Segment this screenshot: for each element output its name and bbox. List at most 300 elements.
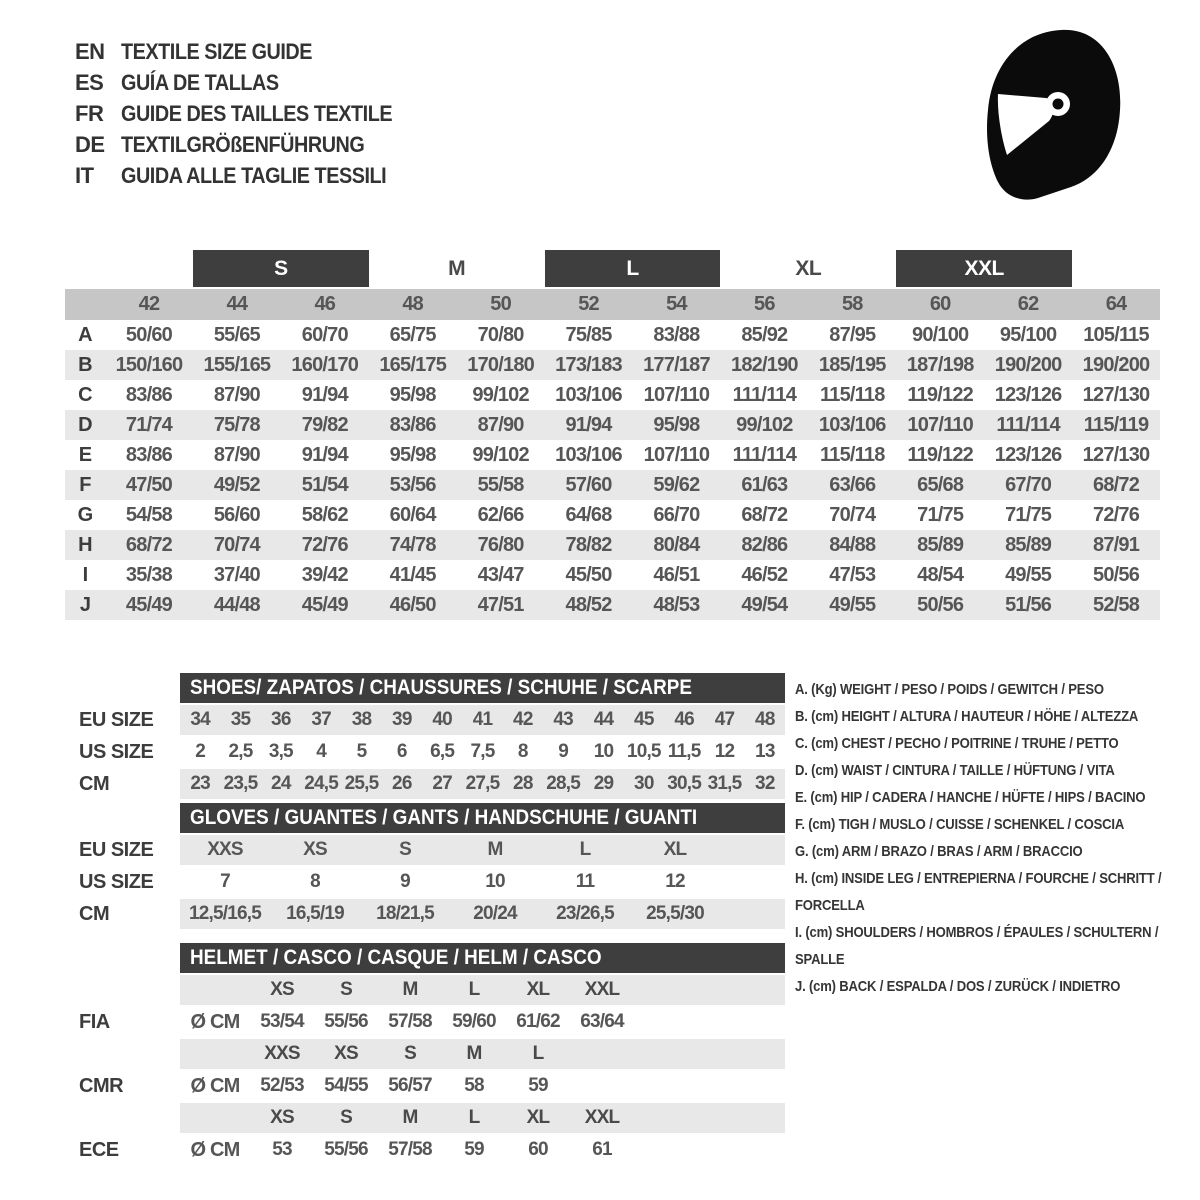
helmet-sizes-row-ece (65, 1103, 785, 1133)
value-cell: 20/24 (473, 903, 517, 924)
language-code: FR (75, 100, 104, 126)
value-cell: 6,5 (430, 741, 455, 762)
row-label-spacer (65, 975, 180, 1005)
helmet-value-cell: 57/58 (388, 1139, 432, 1160)
row-label: US SIZE (79, 740, 154, 763)
measure-cell: 50/60 (125, 323, 172, 346)
legend-item-text: J. (cm) BACK / ESPALDA / DOS / ZURÜCK / INDIETRO (795, 978, 1121, 995)
measure-cell: 58/62 (301, 503, 348, 526)
spacer-cell (180, 1039, 250, 1069)
row-letter: I (82, 563, 88, 586)
value-cell: 10 (485, 871, 505, 892)
measure-cell: 82/86 (741, 533, 788, 556)
measure-cell: 72/76 (1093, 503, 1140, 526)
value-cell: 13 (755, 741, 775, 762)
measure-cell: 60/70 (301, 323, 348, 346)
measure-cell: 35/38 (125, 563, 172, 586)
measure-cell: 91/94 (301, 383, 348, 406)
helmet-size-cell: L (532, 1043, 544, 1064)
helmet-size-cell: S (340, 1107, 352, 1128)
shoes-title-row (65, 673, 785, 703)
measure-cell: 95/98 (389, 443, 436, 466)
measure-cell: 187/198 (906, 353, 974, 376)
language-title: GUIDE DES TAILLES TEXTILE (121, 100, 393, 126)
row-letter: C (78, 383, 92, 406)
value-cell: 3,5 (268, 741, 293, 762)
helmet-sizes-row-cmr (65, 1039, 785, 1069)
measure-cell: 65/68 (917, 473, 964, 496)
row-cells (180, 835, 785, 865)
measure-cell: 68/72 (741, 503, 788, 526)
value-cell: 30 (634, 773, 654, 794)
measure-row-j (65, 590, 1160, 620)
row-band (180, 899, 785, 929)
value-cell: 2,5 (228, 741, 253, 762)
value-cell: 9 (558, 741, 569, 762)
measure-row-i (65, 560, 1160, 590)
size-column-header: 64 (1105, 293, 1127, 315)
shoes-title-band (180, 673, 785, 703)
textile-size-table (65, 250, 1160, 620)
measure-cell: 119/122 (907, 383, 973, 406)
row-letter: F (79, 473, 91, 496)
value-cell: 28 (513, 773, 533, 794)
size-group-xxl: XXL (896, 250, 1072, 287)
measure-cell: 91/94 (301, 443, 348, 466)
row-band (180, 769, 785, 799)
gloves-rows (65, 835, 785, 929)
measure-cell: 47/53 (829, 563, 876, 586)
row-letter: D (78, 413, 92, 436)
measure-cell: 99/102 (472, 443, 529, 466)
value-cell: 37 (311, 709, 331, 730)
legend-item-text: G. (cm) ARM / BRAZO / BRAS / ARM / BRACCIO (795, 843, 1083, 860)
row-cells (180, 1039, 785, 1069)
value-cell: 10,5 (626, 741, 661, 762)
measure-cell: 49/55 (829, 593, 876, 616)
row-cells (180, 737, 785, 767)
measure-cell: 99/102 (472, 383, 529, 406)
shoes-title: SHOES/ ZAPATOS / CHAUSSURES / SCHUHE / SCARPE (190, 676, 692, 699)
value-cell: 35 (230, 709, 251, 730)
measure-cell: 44/48 (213, 593, 260, 616)
measure-cell: 84/88 (829, 533, 876, 556)
value-cell: 5 (356, 741, 367, 762)
value-cell: 26 (392, 773, 412, 794)
racing-helmet-icon (976, 24, 1126, 204)
value-cell: 45 (634, 709, 654, 730)
value-cell: 47 (714, 709, 735, 730)
value-cell: 9 (400, 871, 410, 892)
value-cell: 29 (593, 773, 614, 794)
measure-cell: 59/62 (653, 473, 700, 496)
helmet-value-cell: 55/56 (324, 1011, 368, 1032)
measure-cell: 103/106 (555, 383, 622, 406)
measure-cell: 103/106 (555, 443, 622, 466)
value-cell: 11,5 (667, 741, 701, 762)
value-cell: 38 (351, 709, 372, 730)
helmet-size-cell: M (466, 1043, 482, 1064)
value-cell: 7 (220, 871, 230, 892)
helmet-sizes-band (180, 1103, 785, 1133)
measure-cell: 70/74 (213, 533, 260, 556)
row-cells (180, 769, 785, 799)
row-label-spacer (65, 1039, 180, 1069)
measure-row-e (65, 440, 1160, 470)
measure-cell: 48/54 (917, 563, 964, 586)
shoes-title-spacer (65, 673, 180, 703)
value-cell: 30,5 (667, 773, 702, 794)
measure-row-c (65, 380, 1160, 410)
shoes-section (65, 673, 785, 801)
language-title: GUÍA DE TALLAS (121, 69, 279, 95)
measure-cell: 75/78 (213, 413, 260, 436)
row-band (180, 835, 785, 865)
size-group-xl: XL (795, 256, 822, 280)
row-letter: B (78, 353, 92, 376)
language-row (75, 98, 422, 129)
measure-cell: 49/55 (1005, 563, 1052, 586)
value-cell: M (487, 839, 503, 860)
row-cells (180, 1071, 785, 1101)
legend-item (795, 919, 1200, 973)
measure-cell: 165/175 (379, 353, 447, 376)
helmet-value-cell: 53/54 (260, 1011, 304, 1032)
row-cells (180, 705, 785, 735)
row-cells (180, 899, 785, 929)
measure-cell: 115/118 (820, 383, 885, 406)
measure-cell: 49/54 (741, 593, 788, 616)
legend-item (795, 703, 1200, 730)
standard-label: CMR (79, 1074, 124, 1097)
measure-cell: 105/115 (1083, 323, 1149, 346)
measure-cell: 61/63 (741, 473, 788, 496)
measurement-legend (795, 676, 1200, 1000)
measure-cell: 45/50 (565, 563, 612, 586)
value-cell: 39 (392, 709, 412, 730)
spacer-cell (180, 1103, 250, 1133)
helmet-size-cell: M (402, 979, 418, 1000)
standard-label: ECE (79, 1138, 119, 1161)
diameter-unit-cell: Ø CM (190, 1010, 240, 1033)
helmet-values-row-fia (65, 1007, 785, 1037)
helmet-value-cell: 61/62 (516, 1011, 560, 1032)
size-row-us-size (65, 737, 785, 767)
value-cell: 18/21,5 (376, 903, 434, 924)
helmet-section (65, 943, 785, 1167)
value-cell: 12 (714, 741, 735, 762)
value-cell: 36 (271, 709, 291, 730)
measure-cell: 78/82 (565, 533, 612, 556)
helmet-size-cell (570, 1039, 634, 1069)
measure-cell: 51/54 (301, 473, 348, 496)
row-label: EU SIZE (79, 838, 154, 861)
measure-cell: 56/60 (213, 503, 260, 526)
helmet-values-row-ece (65, 1135, 785, 1165)
spacer-cell (180, 975, 250, 1005)
size-column-header: 56 (754, 293, 775, 315)
value-cell: 6 (396, 741, 407, 762)
measure-cell: 107/110 (643, 443, 710, 466)
helmet-value-cell (570, 1071, 634, 1101)
measure-cell: 63/66 (829, 473, 876, 496)
measure-cell: 107/110 (907, 413, 973, 436)
measure-cell: 54/58 (125, 503, 172, 526)
measure-cell: 71/74 (125, 413, 172, 436)
measure-cell: 45/49 (125, 593, 172, 616)
value-cell: 31,5 (707, 773, 742, 794)
measure-cell: 39/42 (301, 563, 348, 586)
measure-cell: 51/56 (1005, 593, 1052, 616)
helmet-rows (65, 975, 785, 1165)
helmet-title-row (65, 943, 785, 973)
size-column-header: 58 (841, 293, 863, 315)
value-cell: 2 (195, 741, 206, 762)
size-column-header: 46 (314, 293, 336, 315)
gloves-title: GLOVES / GUANTES / GANTS / HANDSCHUHE / GUANTI (190, 806, 698, 829)
measure-row-d (65, 410, 1160, 440)
diameter-unit-cell: Ø CM (190, 1138, 240, 1161)
measure-cell: 62/66 (477, 503, 524, 526)
measure-cell: 111/114 (732, 443, 797, 466)
measure-cell: 111/114 (732, 383, 797, 406)
measure-cell: 65/75 (389, 323, 436, 346)
language-code: IT (75, 162, 94, 188)
measure-cell: 115/119 (1083, 413, 1149, 436)
measure-cell: 83/88 (653, 323, 700, 346)
row-cells (180, 867, 785, 897)
language-title: TEXTILE SIZE GUIDE (121, 38, 313, 64)
measure-cell: 71/75 (1005, 503, 1052, 526)
helmet-size-cell: XXS (264, 1043, 300, 1064)
value-cell: S (399, 839, 411, 860)
size-column-header: 48 (402, 293, 424, 315)
row-cells (180, 975, 785, 1005)
measure-cell: 87/90 (213, 443, 260, 466)
size-column-header: 44 (226, 293, 248, 315)
helmet-values-band (180, 1007, 785, 1037)
value-cell: 12 (665, 871, 685, 892)
measure-cell: 68/72 (125, 533, 172, 556)
measure-cell: 66/70 (653, 503, 700, 526)
measure-cell: 83/86 (125, 443, 172, 466)
gloves-title-band (180, 803, 785, 833)
helmet-size-cell: XL (526, 1107, 550, 1128)
helmet-value-cell: 61 (592, 1139, 612, 1160)
language-title: GUIDA ALLE TAGLIE TESSILI (121, 162, 387, 188)
measure-cell: 52/58 (1093, 593, 1140, 616)
size-number-strip (65, 289, 1160, 320)
helmet-value-cell: 59 (528, 1075, 548, 1096)
row-letter: E (78, 443, 92, 466)
measure-cell: 177/187 (643, 353, 710, 376)
helmet-value-cell: 52/53 (260, 1075, 304, 1096)
size-column-header: 62 (1017, 293, 1039, 315)
measure-cell: 160/170 (291, 353, 359, 376)
legend-item-text: C. (cm) CHEST / PECHO / POITRINE / TRUHE / PETTO (795, 735, 1119, 752)
measure-cell: 83/86 (125, 383, 172, 406)
value-cell: 25,5/30 (646, 903, 704, 924)
legend-item-text: H. (cm) INSIDE LEG / ENTREPIERNA / FOURCHE / SCHRITT / FORCELLA (795, 870, 1162, 914)
measure-cell: 127/130 (1082, 383, 1150, 406)
row-cells (180, 1103, 785, 1133)
value-cell: 7,5 (470, 741, 495, 762)
value-cell: 43 (553, 709, 573, 730)
language-code: EN (75, 38, 105, 64)
helmet-sizes-band (180, 1039, 785, 1069)
measure-cell: 55/65 (213, 323, 260, 346)
value-cell: 16,5/19 (286, 903, 344, 924)
measure-cell: 87/91 (1093, 533, 1140, 556)
legend-item (795, 838, 1200, 865)
row-band (180, 867, 785, 897)
legend-item-text: D. (cm) WAIST / CINTURA / TAILLE / HÜFTUNG / VITA (795, 762, 1115, 779)
size-group-l: L (545, 250, 721, 287)
size-column-header: 60 (929, 293, 951, 315)
gloves-title-spacer (65, 803, 180, 833)
legend-item-text: I. (cm) SHOULDERS / HOMBROS / ÉPAULES / SCHULTERN / SPALLE (795, 924, 1159, 968)
measure-cell: 47/51 (477, 593, 524, 616)
measure-cell: 87/90 (213, 383, 260, 406)
measure-cell: 79/82 (301, 413, 348, 436)
measure-cell: 53/56 (389, 473, 436, 496)
measure-cell: 46/50 (389, 593, 436, 616)
row-band (180, 705, 785, 735)
measure-cell: 85/89 (917, 533, 964, 556)
size-row-eu-size (65, 705, 785, 735)
measure-cell: 45/49 (301, 593, 348, 616)
measure-row-b (65, 350, 1160, 380)
corner-cell (65, 289, 105, 320)
measure-row-f (65, 470, 1160, 500)
measure-cell: 119/122 (907, 443, 973, 466)
value-cell: 41 (472, 709, 493, 730)
measure-cell: 70/80 (477, 323, 524, 346)
value-cell: 46 (674, 709, 694, 730)
value-cell: 44 (593, 709, 614, 730)
size-column-header: 50 (490, 293, 511, 315)
value-cell: 24 (271, 773, 291, 794)
value-cell: 40 (432, 709, 452, 730)
diameter-unit-cell: Ø CM (190, 1074, 240, 1097)
helmet-value-cell: 60 (528, 1139, 548, 1160)
value-cell: 10 (593, 741, 614, 762)
measure-cell: 150/160 (115, 353, 183, 376)
size-row-us-size (65, 867, 785, 897)
helmet-value-cell: 59/60 (452, 1011, 496, 1032)
measure-row-h (65, 530, 1160, 560)
visor-pivot-dot (1053, 99, 1064, 110)
legend-item (795, 730, 1200, 757)
measure-cell: 60/64 (389, 503, 436, 526)
helmet-size-cell: L (468, 979, 480, 1000)
helmet-size-cell: XS (270, 979, 294, 1000)
measure-cell: 190/200 (994, 353, 1062, 376)
measure-cell: 182/190 (731, 353, 798, 376)
measure-cell: 76/80 (477, 533, 524, 556)
legend-item (795, 811, 1200, 838)
helmet-value-cell: 59 (464, 1139, 484, 1160)
value-cell: 11 (575, 871, 595, 892)
measure-cell: 170/180 (467, 353, 534, 376)
legend-item (795, 865, 1200, 919)
value-cell: 27,5 (465, 773, 500, 794)
measure-cell: 80/84 (653, 533, 700, 556)
measure-cell: 91/94 (565, 413, 612, 436)
language-title-list (75, 36, 422, 191)
value-cell: 12,5/16,5 (188, 903, 262, 924)
measure-cell: 64/68 (565, 503, 612, 526)
measure-row-a (65, 320, 1160, 350)
measure-cell: 85/92 (741, 323, 788, 346)
measure-cell: 68/72 (1093, 473, 1140, 496)
value-cell: 8 (517, 741, 528, 762)
measure-cell: 95/98 (653, 413, 700, 436)
value-cell: XL (663, 839, 687, 860)
measure-cell: 37/40 (213, 563, 260, 586)
measure-cell: 185/195 (818, 353, 886, 376)
legend-item (795, 973, 1200, 1000)
measure-cell: 71/75 (917, 503, 964, 526)
value-cell: XS (303, 839, 327, 860)
measure-cell: 49/52 (213, 473, 260, 496)
value-cell: L (579, 839, 591, 860)
row-label: CM (79, 772, 110, 795)
shoes-rows (65, 705, 785, 799)
helmet-value-cell: 63/64 (580, 1011, 624, 1032)
helmet-value-cell: 57/58 (388, 1011, 432, 1032)
value-cell: 4 (316, 741, 327, 762)
helmet-size-cell: XS (334, 1043, 358, 1064)
value-cell: 23,5 (223, 773, 258, 794)
measure-cell: 155/165 (203, 353, 271, 376)
measure-row-g (65, 500, 1160, 530)
measure-cell: 190/200 (1082, 353, 1150, 376)
measure-cell: 48/53 (653, 593, 700, 616)
row-label: EU SIZE (79, 708, 154, 731)
legend-item (795, 784, 1200, 811)
measure-cell: 111/114 (996, 413, 1060, 436)
helmet-values-band (180, 1135, 785, 1165)
measure-cell: 67/70 (1005, 473, 1052, 496)
helmet-size-cell: L (468, 1107, 480, 1128)
measure-cell: 127/130 (1082, 443, 1150, 466)
language-row (75, 36, 422, 67)
measure-cell: 75/85 (565, 323, 612, 346)
size-group-m: M (448, 256, 466, 280)
helmet-sizes-band (180, 975, 785, 1005)
helmet-value-cell: 58 (464, 1075, 484, 1096)
row-label: US SIZE (79, 870, 154, 893)
value-cell: 32 (755, 773, 775, 794)
measure-cell: 90/100 (912, 323, 969, 346)
value-cell: 24,5 (304, 773, 339, 794)
helmet-size-cell: M (402, 1107, 418, 1128)
helmet-values-row-cmr (65, 1071, 785, 1101)
size-row-eu-size (65, 835, 785, 865)
helmet-size-cell: S (404, 1043, 416, 1064)
language-row (75, 67, 422, 98)
size-row-cm (65, 769, 785, 799)
row-label: CM (79, 902, 110, 925)
standard-label: FIA (79, 1010, 110, 1033)
measure-cell: 47/50 (125, 473, 172, 496)
value-cell: 23 (190, 773, 210, 794)
row-band (180, 737, 785, 767)
helmet-value-cell: 56/57 (388, 1075, 432, 1096)
value-cell: XXS (207, 839, 243, 860)
measure-cell: 50/56 (917, 593, 964, 616)
